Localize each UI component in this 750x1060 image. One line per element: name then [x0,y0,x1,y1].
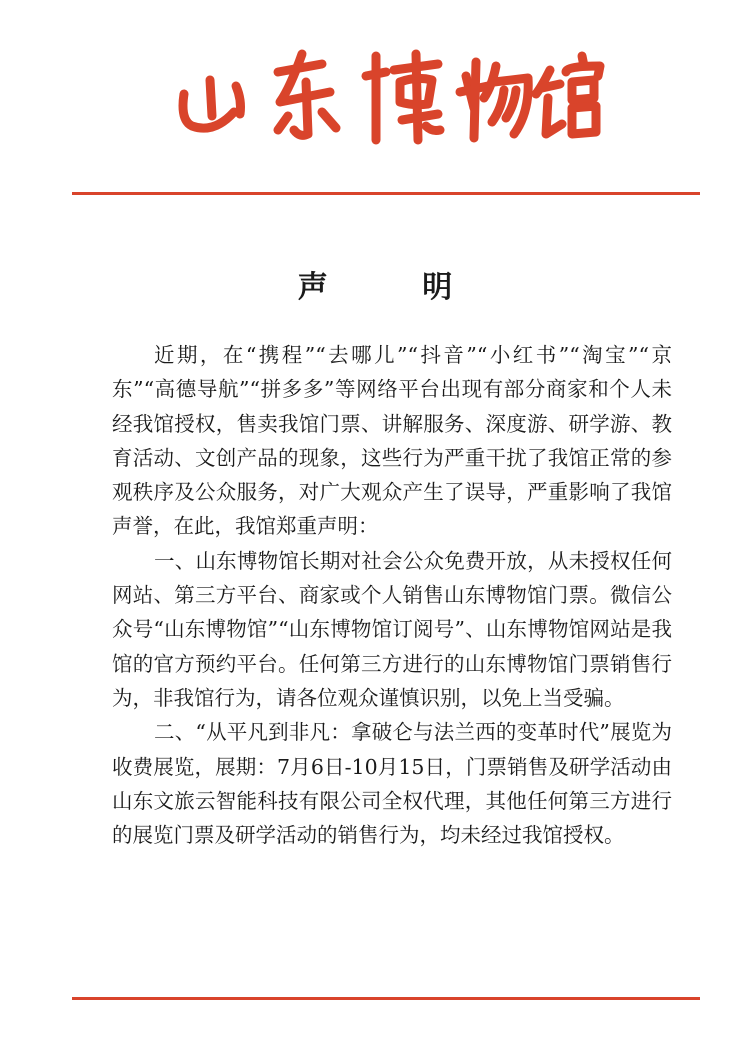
letterhead-top-divider [72,192,700,195]
clause-two-paragraph: 二、“从平凡到非凡：拿破仑与法兰西的变革时代”展览为收费展览，展期：7月6日-10月15日，门票销售及研学活动由山东文旅云智能科技有限公司全权代理，其他任何第三方进行的展览门票及研学活动的销售行为，均未经过我馆授权。 [112,720,672,848]
statement-body [112,338,672,852]
museum-letterhead-logo [170,42,610,147]
statement-title: 声 明 [297,270,495,305]
footer-divider [72,997,700,1000]
clause-one-paragraph: 一、山东博物馆长期对社会公众免费开放，从未授权任何网站、第三方平台、商家或个人销售山东博物馆门票。微信公众号“山东博物馆”“山东博物馆订阅号”、山东博物馆网站是我馆的官方预约平台。任何第三方进行的山东博物馆门票销售行为，非我馆行为，请各位观众谨慎识别，以免上当受骗。 [112,548,672,710]
calligraphy-logo-icon [170,42,610,147]
intro-paragraph: 近期，在“携程”“去哪儿”“抖音”“小红书”“淘宝”“京东”“高德导航”“拼多多”等网络平台出现有部分商家和个人未经我馆授权，售卖我馆门票、讲解服务、深度游、研学游、教育活动、文创产品的现象，这些行为严重干扰了我馆正常的参观秩序及公众服务，对广大观众产生了误导，严重影响了我馆声誉，在此，我馆郑重声明： [112,343,672,539]
